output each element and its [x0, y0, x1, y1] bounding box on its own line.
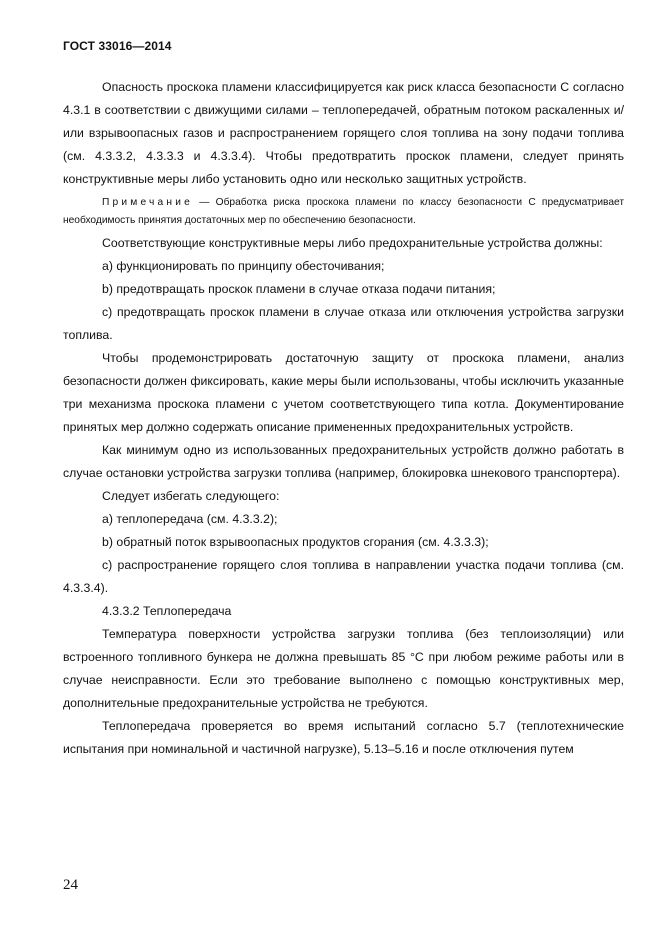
- note-label: Примечание: [102, 197, 193, 208]
- paragraph-minimum-device: Как минимум одно из использованных предохранительных устройств должно работать в случае остановки устройства загрузки топлива (например, блокировка шнекового транспортера).: [63, 443, 624, 480]
- note-text: — Обработка риска проскока пламени по классу безопасности С предусматривает необходимость принятия достаточных мер по обеспечению безопасности.: [63, 197, 624, 226]
- list-item: b) предотвращать проскок пламени в случае отказа подачи питания;: [102, 282, 496, 296]
- section-heading: 4.3.3.2 Теплопередача: [102, 604, 232, 618]
- paragraph-safety-analysis: Чтобы продемонстрировать достаточную защиту от проскока пламени, анализ безопасности должен фиксировать, какие меры были использованы, чтобы исключить указанные три механизма проскока пламени с учетом соответствующего типа котла. Документирование принятых мер должно содержать описание примененных предохранительных устройств.: [63, 351, 624, 434]
- list-item: b) обратный поток взрывоопасных продуктов сгорания (см. 4.3.3.3);: [102, 535, 489, 549]
- standard-header: ГОСТ 33016—2014: [63, 39, 172, 53]
- paragraph-verification: Теплопередача проверяется во время испытаний согласно 5.7 (теплотехнические испытания при номинальной и частичной нагрузке), 5.13–5.16 и после отключения путем: [63, 719, 624, 756]
- list-item: а) функционировать по принципу обесточивания;: [102, 259, 385, 273]
- note: [63, 191, 624, 232]
- page-number: 24: [63, 877, 78, 893]
- paragraph-requirements: Соответствующие конструктивные меры либо предохранительные устройства должны:: [102, 236, 603, 250]
- paragraph-temperature: Температура поверхности устройства загрузки топлива (без теплоизоляции) или встроенного топливного бункера не должна превышать 85 °С при любом режиме работы или в случае неисправности. Если это требование выполнено с помощью конструктивных мер, дополнительные предохранительные устройства не требуются.: [63, 627, 624, 710]
- list-item: с) предотвращать проскок пламени в случае отказа или отключения устройства загрузки топлива.: [63, 305, 624, 342]
- list-item: с) распространение горящего слоя топлива в направлении участка подачи топлива (см. 4.3.3.4).: [63, 558, 624, 595]
- paragraph-avoid: Следует избегать следующего:: [102, 489, 280, 503]
- list-item: а) теплопередача (см. 4.3.3.2);: [102, 512, 278, 526]
- page-body: [63, 76, 624, 761]
- paragraph-flame-risk: Опасность проскока пламени классифицируется как риск класса безопасности С согласно 4.3.1 в соответствии с движущими силами – теплопередачей, обратным потоком раскаленных и/или взрывоопасных газов и распространением горящего слоя топлива на зону подачи топлива (см. 4.3.3.2, 4.3.3.3 и 4.3.3.4). Чтобы предотвратить проскок пламени, следует принять конструктивные меры либо установить одно или несколько защитных устройств.: [63, 80, 624, 186]
